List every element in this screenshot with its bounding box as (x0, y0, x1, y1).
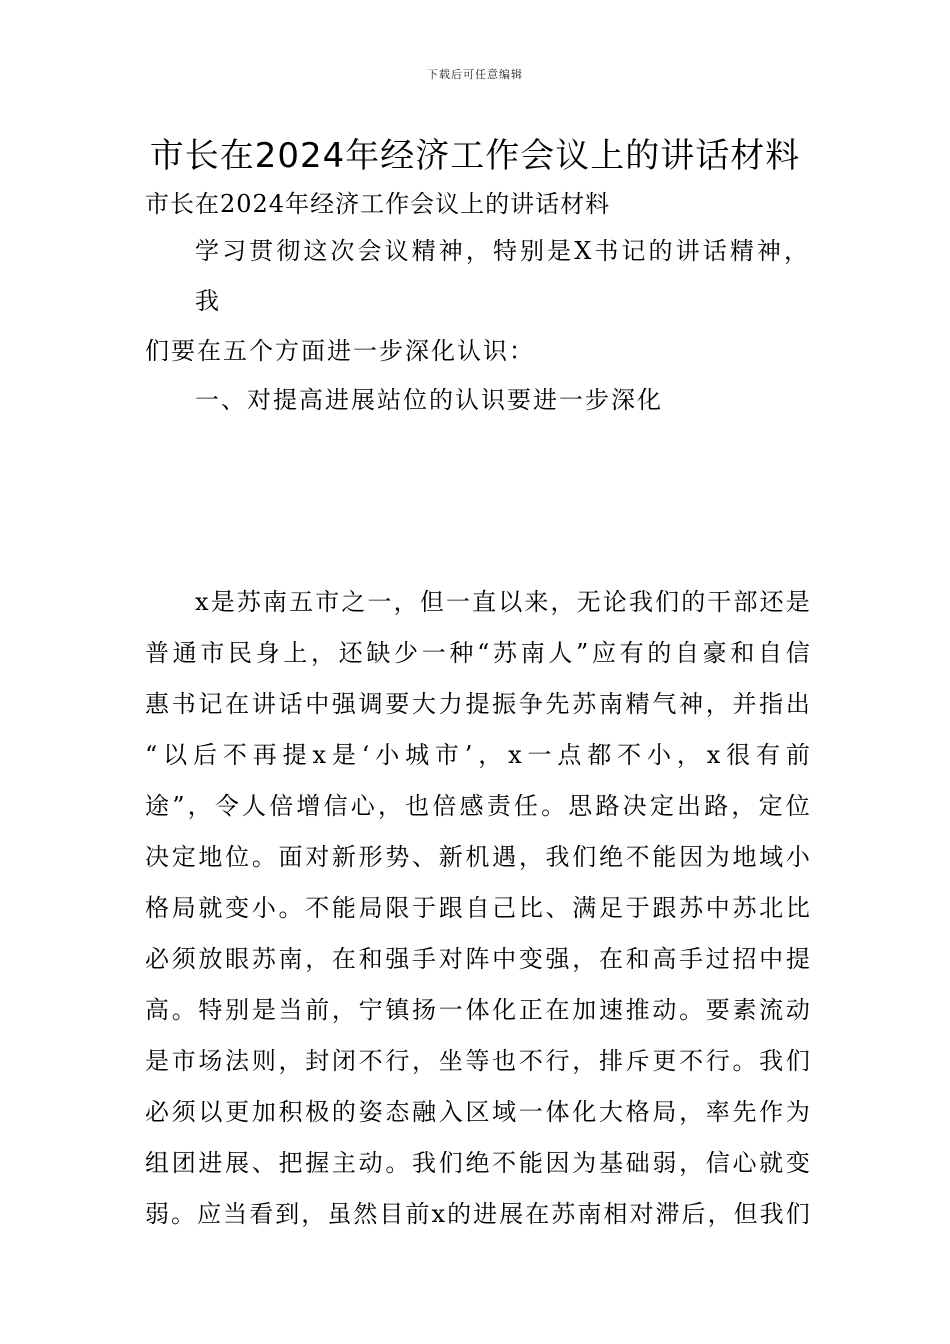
section-heading: 一、对提高进展站位的认识要进一步深化 (195, 386, 663, 414)
intro-paragraph (145, 226, 810, 376)
body-line: 普 通 市 民 身 上 ， 还 缺 少 一 种 “ 苏 南 人 ” 应 有 的 自 豪 和 自 信 (145, 639, 810, 667)
body-line: 是 市 场 法 则 ， 封 闭 不 行 ， 坐 等 也 不 行 ， 排 斥 更 不 行 。 我 们 (145, 1047, 810, 1075)
document-subtitle: 市长在2024年经济工作会议上的讲话材料 (145, 190, 611, 218)
body-line: 决 定 地 位 。 面 对 新 形 势 、 新 机 遇 ， 我 们 绝 不 能 因 为 地 域 小 (145, 843, 810, 871)
document-title: 市长在2024年经济工作会议上的讲话材料 (149, 136, 801, 176)
body-line: 途 ” ， 令 人 倍 增 信 心 ， 也 倍 感 责 任 。 思 路 决 定 出 路 ， 定 位 (145, 792, 810, 820)
body-line: 组 团 进 展 、 把 握 主 动 。 我 们 绝 不 能 因 为 基 础 弱 ， 信 心 就 变 (145, 1149, 810, 1177)
body-line: 必 须 放 眼 苏 南 ， 在 和 强 手 对 阵 中 变 强 ， 在 和 高 手 过 招 中 提 (145, 945, 810, 973)
body-line: 弱 。 应 当 看 到 ， 虽 然 目 前 x 的 进 展 在 苏 南 相 对 滞 后 ， 但 我 们 (145, 1200, 810, 1228)
header-note: 下载后可任意编辑 (427, 68, 523, 81)
body-line: 惠 书 记 在 讲 话 中 强 调 要 大 力 提 振 争 先 苏 南 精 气 神 ， 并 指 出 (145, 690, 810, 718)
body-line: 格 局 就 变 小 。 不 能 局 限 于 跟 自 己 比 、 满 足 于 跟 苏 中 苏 北 比 (145, 894, 810, 922)
body-line: x 是 苏 南 五 市 之 一 ， 但 一 直 以 来 ， 无 论 我 们 的 干 部 还 是 (195, 588, 810, 616)
body-line: 必 须 以 更 加 积 极 的 姿 态 融 入 区 域 一 体 化 大 格 局 ， 率 先 作 为 (145, 1098, 810, 1126)
body-line: “ 以 后 不 再 提 x 是 ‘ 小 城 市 ’ ， x 一 点 都 不 小 ， x 很 有 前 (145, 741, 810, 769)
intro-line: 学习贯彻这次会议精神，特别是X书记的讲话精神，我 (195, 237, 810, 315)
intro-line: 们要在五个方面进一步深化认识： (145, 337, 535, 365)
body-line: 高 。 特 别 是 当 前 ， 宁 镇 扬 一 体 化 正 在 加 速 推 动 。 要 素 流 动 (145, 996, 810, 1024)
body-paragraph (145, 577, 810, 1240)
